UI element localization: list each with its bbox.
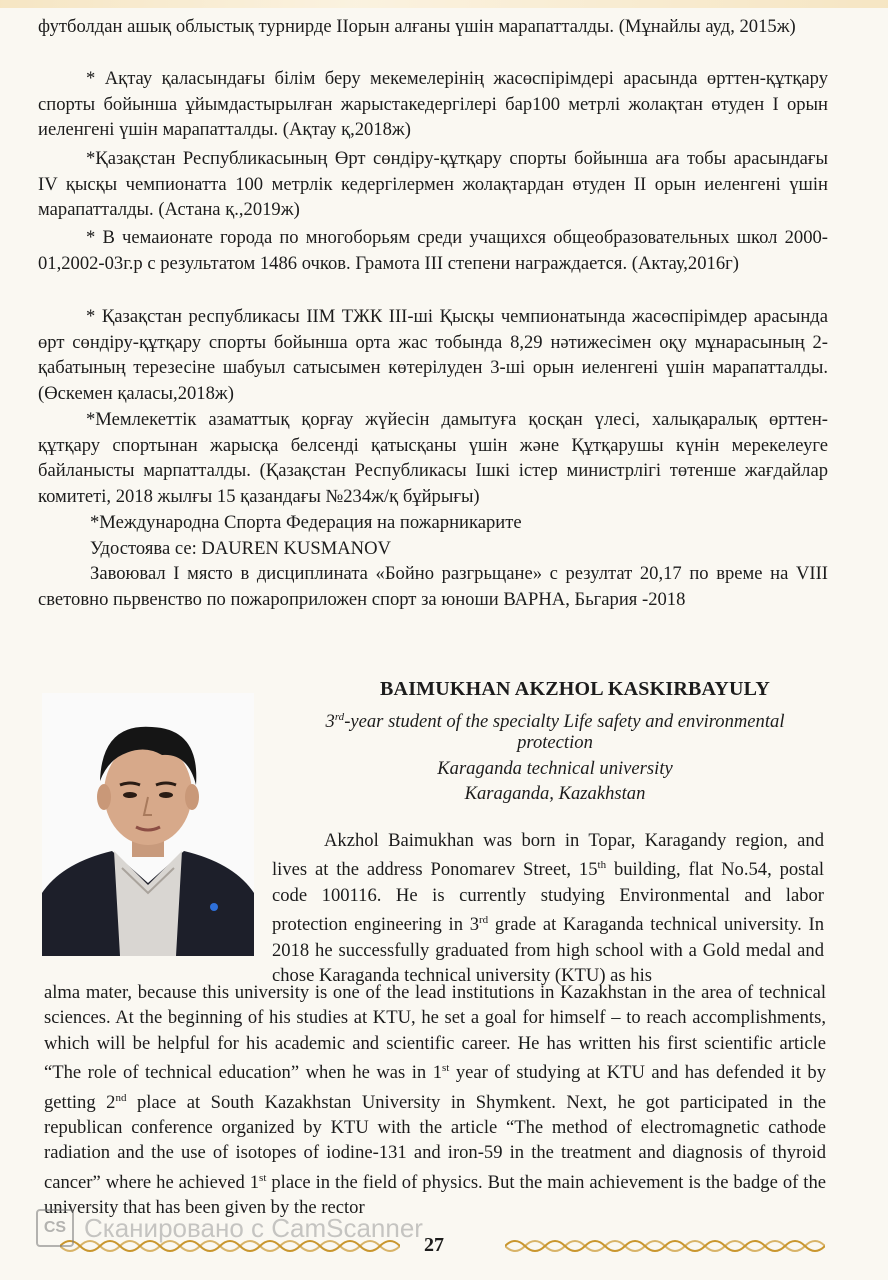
bio-sup-f2: nd [115, 1091, 127, 1104]
bio-text-r2: building, flat No.54, postal code 100116. He is currently studying Environmental and labor protection engineering in 3 [272, 859, 824, 936]
student-city: Karaganda, Kazakhstan [464, 783, 646, 804]
top-decorative-strip [0, 0, 888, 8]
right-ornament-border [505, 1236, 825, 1256]
ru-paragraph-4: * В чемаионате города по многоборьям среди учащихся общеобразовательных школ 2000-01,2002-03г.р с результатом 1486 очков. Грамота ІІІ степени награждается. (Актау,2016г) [38, 227, 828, 274]
camscanner-text: Сканировано с CamScanner [84, 1212, 423, 1243]
camscanner-watermark [36, 1206, 423, 1250]
bg-paragraph-7: *Международна Спорта Федерация на пожарникарите [90, 512, 522, 533]
bio-paragraph-full-width [44, 980, 826, 1221]
bio-paragraph-right-column [272, 828, 824, 988]
bg-paragraph-9: Завоювал І място в дисциплината «Бойно разгрьщане» с резултат 20,17 по време на VIII световно пьрвенство по пожароприложен спорт за юноши ВАРНА, Бьгария -2018 [38, 563, 828, 610]
bio-sup-f1: st [442, 1062, 450, 1075]
kz-paragraph-5: * Қазақстан республикасы ІІМ ТЖК ІІІ-ші Қысқы чемпионатында жасөспірімдер арасында өрт сөндіру-құтқару спорты бойынша орта жас тобында 8,29 нәтижесімен оқу мұнарасының 2-қабатының терезесіне шабуыл сатысымен көтерілуден 3-ші орын иеленгені үшін марапатталды. (Өскемен қаласы,2018ж) [38, 306, 828, 404]
student-university: Karaganda technical university [437, 758, 673, 779]
kz-paragraph-2: * Ақтау қаласындағы білім беру мекемелерінің жасөспірімдері арасында өрттен-құтқару спорты бойынша ұйымдастырылған жарыстакедергілері бар100 метрлі жолақтан өтуден І орын иеленгені үшін марапатталды. (Ақтау қ,2018ж) [38, 68, 828, 140]
bio-text-f4: place in the field of physics. But the main achievement is the badge of the university that has been given by the rector [44, 1171, 827, 1219]
portrait-illustration [42, 693, 254, 956]
kz-paragraph-1: футболдан ашық облыстық турнирде ІІорын алғаны үшін марапатталды. (Мұнайлы ауд, 2015ж) [38, 16, 796, 37]
kz-paragraph-6: *Мемлекеттік азаматтық қорғау жүйесін дамытуға қосқан үлесі, халықаралық өрттен-құтқару спортынан жарысқа белсенді қатысқаны үшін және Құтқарушы күнін мерекелеуге байланысты марпатталды. (Қазақстан Республикасы Ішкі істер министрлігі төтенше жағдайлар комитеті, 2018 жылғы 15 қазандағы №234ж/қ бұйрығы) [38, 409, 828, 507]
bio-sup-r1: th [597, 859, 607, 872]
bg-paragraph-8: Удостоява се: DAUREN KUSMANOV [90, 538, 391, 559]
student-role-line-2: protection [517, 732, 593, 753]
student-name-heading: BAIMUKHAN AKZHOL KASKIRBAYULY [380, 678, 770, 700]
bio-text-f3: place at South Kazakhstan University in Shymkent. Next, he got participated in the republican conference organized by KTU with the article “The method of electromagnetic cathode radiation and the use of isotopes of iodine-131 and iron-59 in the treatment and diagnosis of thyroid cancer” where he achieved 1 [44, 1091, 826, 1193]
bio-text-f1: alma mater, because this university is one of the lead institutions in Kazakhstan in the area of technical sciences. At the beginning of his studies at KTU, he set a goal for himself – to reach accomplishments, which will be helpful for his academic and scientific career. He has written his first scientific article “The role of technical education” when he was in 1 [44, 982, 826, 1084]
page-number: 27 [424, 1234, 444, 1256]
bio-text-r3: grade at Karaganda technical university. In 2018 he successfully graduated from high school with a Gold medal and chose Karaganda technical university (KTU) as his [272, 914, 824, 987]
role-year-number: 3 [325, 711, 335, 732]
student-portrait-photo [42, 693, 254, 956]
bio-sup-f3: st [259, 1171, 267, 1184]
role-year-suffix: rd [334, 711, 345, 723]
role-text-1: -year student of the specialty Life safety and environmental [344, 711, 785, 732]
bio-text-r1: Akzhol Baimukhan was born in Topar, Karagandy region, and lives at the address Ponomarev Street, 15 [272, 830, 824, 881]
bio-right-text [272, 828, 824, 988]
bio-text-f2: year of studying at KTU and has defended it by getting 2 [44, 1062, 826, 1113]
kz-paragraph-3: *Қазақстан Республикасының Өрт сөндіру-құтқару спорты бойынша аға тобы арасындағы IV қысқы чемпионатта 100 метрлік кедергілермен жолақтардан өтуден ІІ орын иеленгені үшін марапатталды. (Астана қ.,2019ж) [38, 148, 828, 220]
camscanner-logo-icon: CS [36, 1209, 74, 1247]
bio-sup-r2: rd [479, 914, 489, 927]
